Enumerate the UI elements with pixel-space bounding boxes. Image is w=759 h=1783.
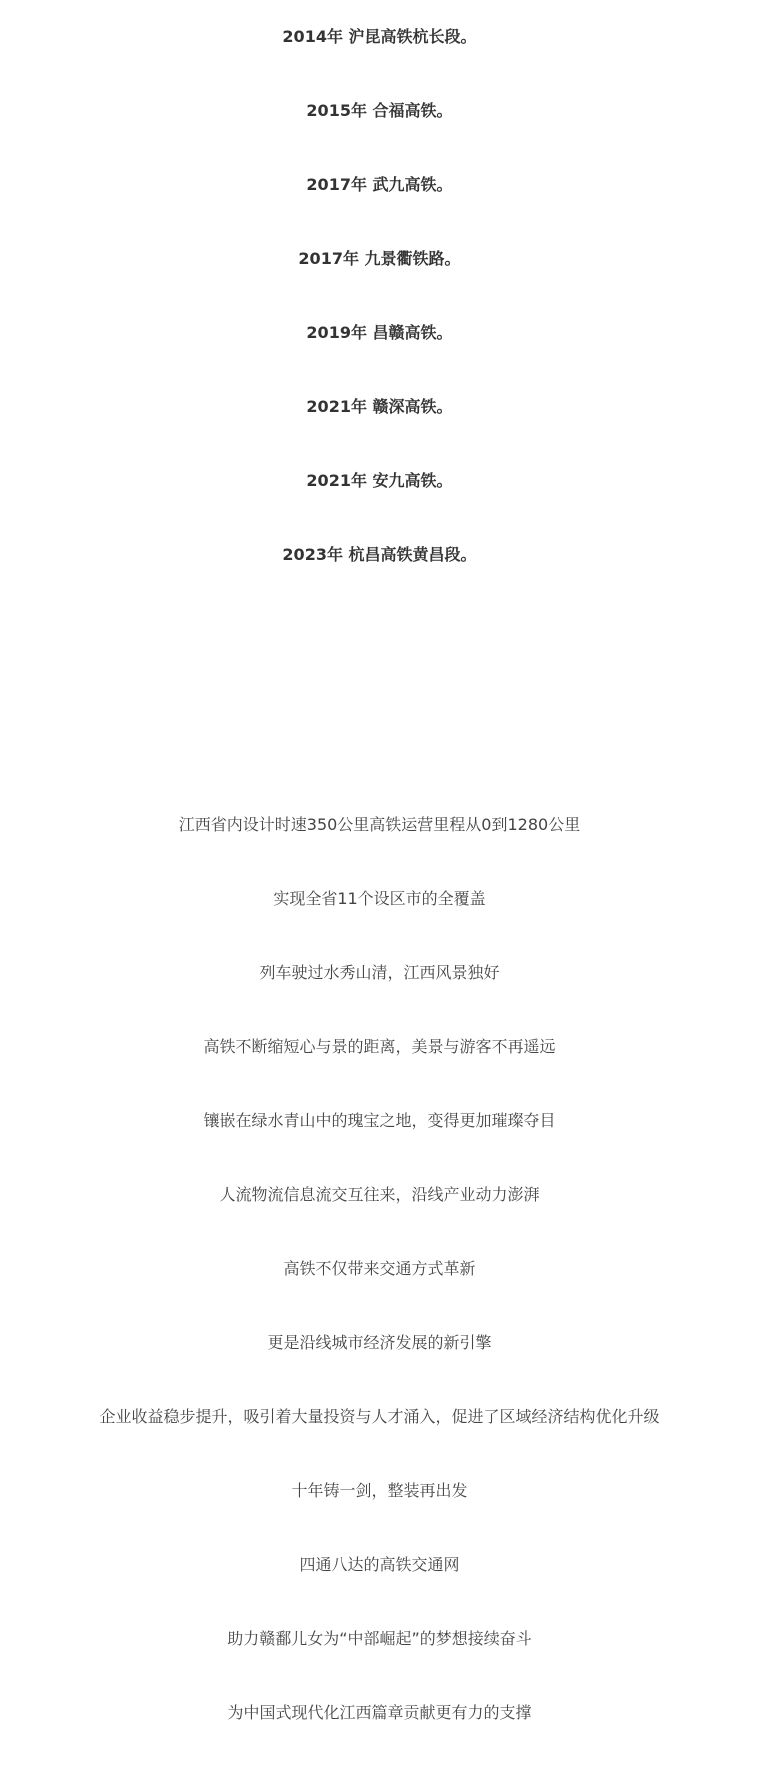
- narrative-line: 实现全省11个设区市的全覆盖: [273, 889, 486, 908]
- timeline-item: [0, 395, 759, 419]
- narrative-line: 高铁不仅带来交通方式革新: [283, 1259, 476, 1278]
- timeline-year: 2019年: [306, 323, 367, 342]
- narrative-line: 人流物流信息流交互往来，沿线产业动力澎湃: [219, 1185, 540, 1204]
- narrative-line: 更是沿线城市经济发展的新引擎: [267, 1333, 492, 1352]
- timeline-route: 杭昌高铁黄昌段。: [348, 545, 477, 564]
- timeline-item: [0, 321, 759, 345]
- timeline-year: 2021年: [306, 471, 367, 490]
- narrative-line: 助力赣鄱儿女为“中部崛起”的梦想接续奋斗: [227, 1629, 532, 1648]
- narrative-line: 列车驶过水秀山清，江西风景独好: [259, 963, 500, 982]
- timeline-item: [0, 469, 759, 493]
- timeline-year: 2021年: [306, 397, 367, 416]
- narrative-line: 十年铸一剑，整装再出发: [291, 1481, 468, 1500]
- timeline-year: 2015年: [306, 101, 367, 120]
- narrative-line: 镶嵌在绿水青山中的瑰宝之地，变得更加璀璨夺目: [203, 1111, 556, 1130]
- timeline-route: 昌赣高铁。: [372, 323, 453, 342]
- timeline-item: [0, 173, 759, 197]
- timeline-year: 2023年: [282, 545, 343, 564]
- timeline-route: 武九高铁。: [372, 175, 453, 194]
- timeline-item: [0, 247, 759, 271]
- narrative-line: 为中国式现代化江西篇章贡献更有力的支撑: [227, 1703, 532, 1722]
- narrative-line: 高铁不断缩短心与景的距离，美景与游客不再遥远: [203, 1037, 556, 1056]
- narrative-line: 四通八达的高铁交通网: [299, 1555, 460, 1574]
- timeline-route: 安九高铁。: [372, 471, 453, 490]
- narrative-line: 企业收益稳步提升，吸引着大量投资与人才涌入，促进了区域经济结构优化升级: [99, 1407, 660, 1426]
- timeline-item: [0, 99, 759, 123]
- timeline-year: 2014年: [282, 27, 343, 46]
- timeline-route: 赣深高铁。: [372, 397, 453, 416]
- timeline-item: [0, 543, 759, 567]
- narrative-line: 江西省内设计时速350公里高铁运营里程从0到1280公里: [178, 815, 581, 834]
- timeline-route: 合福高铁。: [372, 101, 453, 120]
- timeline-year: 2017年: [298, 249, 359, 268]
- timeline-route: 九景衢铁路。: [364, 249, 461, 268]
- timeline-route: 沪昆高铁杭长段。: [348, 27, 477, 46]
- timeline-year: 2017年: [306, 175, 367, 194]
- timeline-item: [0, 25, 759, 49]
